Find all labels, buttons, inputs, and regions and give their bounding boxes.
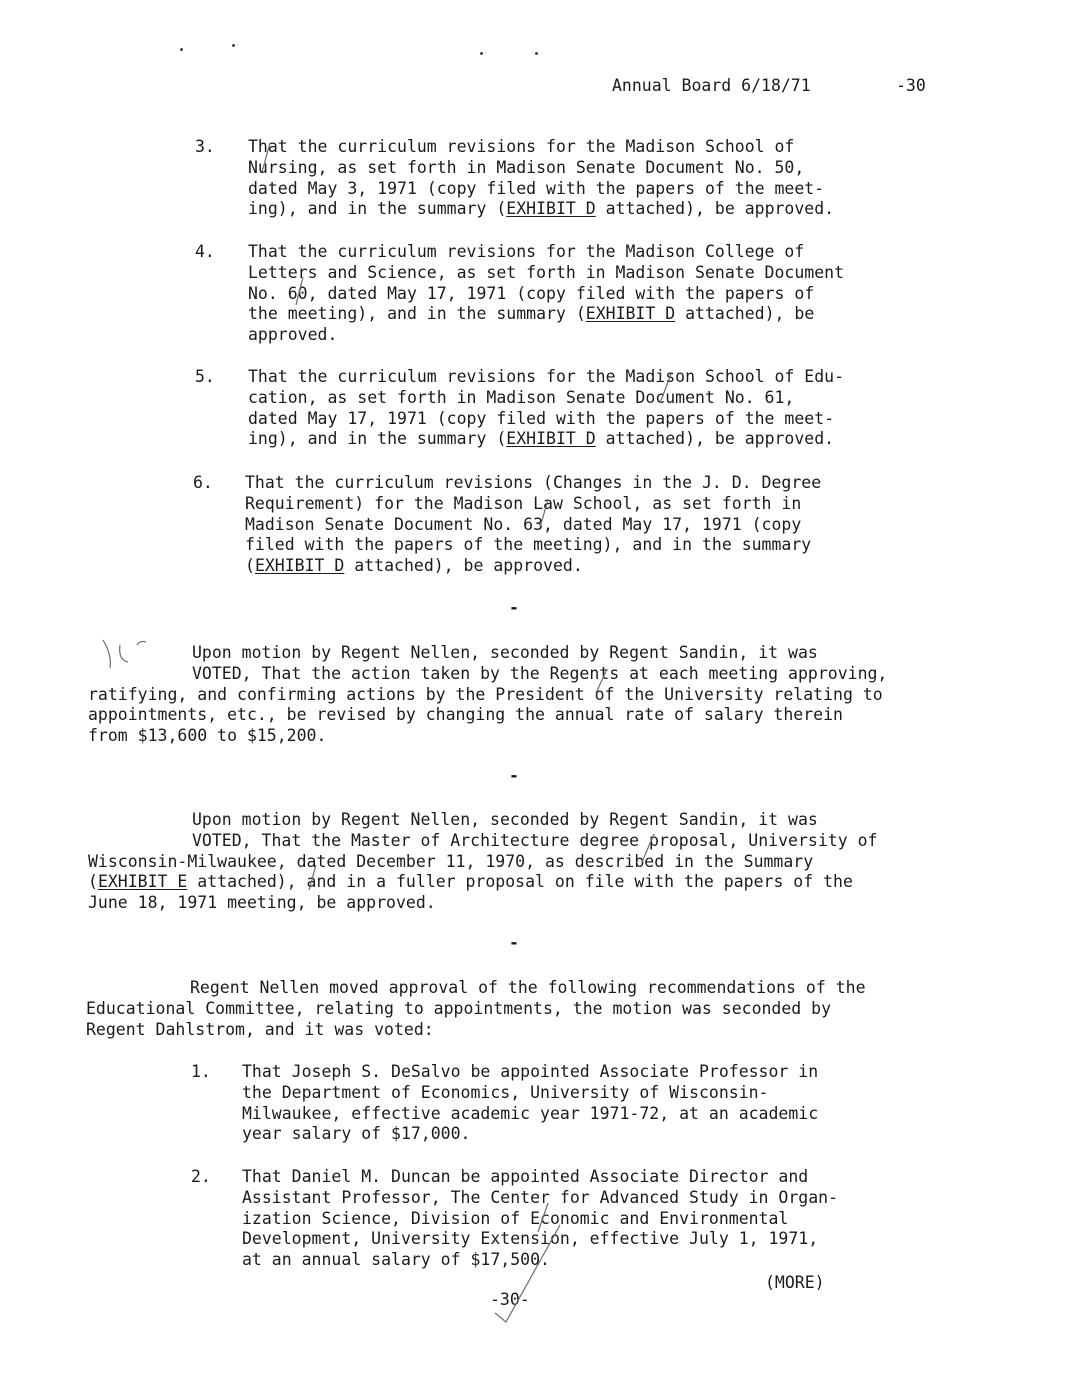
item-number: 1.: [191, 1062, 211, 1081]
item-line: filed with the papers of the meeting), and in the summary: [245, 535, 812, 555]
item-line: the meeting), and in the summary (EXHIBIT D attached), be: [248, 304, 815, 324]
paragraph-line: from $13,600 to $15,200.: [88, 726, 327, 746]
paragraph-line: Upon motion by Regent Nellen, seconded by Regent Sandin, it was: [192, 810, 818, 829]
item-line: the Department of Economics, University of Wisconsin-: [242, 1082, 769, 1102]
item-line: That the curriculum revisions (Changes in the J. D. Degree: [245, 473, 822, 492]
scan-speck: [480, 52, 483, 55]
item-number: 2.: [191, 1167, 211, 1186]
item-line: year salary of $17,000.: [242, 1124, 471, 1144]
scan-speck: [535, 52, 538, 55]
paragraph-line: VOTED, That the action taken by the Regents at each meeting approving,: [192, 663, 888, 683]
scan-speck: [232, 44, 235, 47]
item-line: Letters and Science, as set forth in Madison Senate Document: [248, 262, 845, 282]
section-separator: -: [509, 766, 519, 785]
continued-marker: (MORE): [765, 1273, 825, 1292]
paragraph-line: (EXHIBIT E attached), and in a fuller proposal on file with the papers of the: [88, 872, 853, 892]
item-number: 3.: [195, 137, 215, 156]
item-line: That the curriculum revisions for the Madison College of: [248, 242, 805, 261]
section-separator: -: [509, 933, 519, 952]
item-line: ization Science, Division of Economic and Environmental: [242, 1208, 789, 1228]
footer-page-number: -30-: [490, 1290, 530, 1309]
item-line: dated May 17, 1971 (copy filed with the papers of the meet-: [248, 408, 835, 428]
paragraph-line: VOTED, That the Master of Architecture degree proposal, University of: [192, 830, 878, 850]
paragraph-line: June 18, 1971 meeting, be approved.: [88, 893, 436, 913]
item-line: Milwaukee, effective academic year 1971-72, at an academic: [242, 1103, 819, 1123]
paragraph-line: Wisconsin-Milwaukee, dated December 11, 1970, as described in the Summary: [88, 851, 814, 871]
paragraph-line: Regent Nellen moved approval of the following recommendations of the: [190, 978, 866, 997]
header-title: Annual Board 6/18/71: [612, 76, 811, 95]
item-line: ing), and in the summary (EXHIBIT D attached), be approved.: [248, 199, 835, 219]
exhibit-reference: EXHIBIT E: [97, 872, 188, 892]
section-separator: -: [509, 598, 519, 617]
item-line: Nursing, as set forth in Madison Senate Document No. 50,: [248, 157, 805, 177]
item-line: Assistant Professor, The Center for Advanced Study in Organ-: [242, 1187, 839, 1207]
paragraph-line: Upon motion by Regent Nellen, seconded by Regent Sandin, it was: [192, 643, 818, 662]
item-number: 5.: [195, 367, 215, 386]
header-page-number: -30: [896, 76, 926, 95]
item-line: That the curriculum revisions for the Madison School of Edu-: [248, 367, 845, 386]
item-number: 4.: [195, 242, 215, 261]
scan-speck: [180, 48, 183, 51]
item-number: 6.: [193, 473, 213, 492]
paragraph-line: ratifying, and confirming actions by the President of the University relating to: [88, 684, 883, 704]
item-line: dated May 3, 1971 (copy filed with the papers of the meet-: [248, 178, 825, 198]
item-line: That Joseph S. DeSalvo be appointed Associate Professor in: [242, 1062, 819, 1081]
paragraph-line: appointments, etc., be revised by changing the annual rate of salary therein: [88, 705, 843, 725]
paragraph-line: Educational Committee, relating to appointments, the motion was seconded by: [86, 998, 832, 1018]
item-line: No. 60, dated May 17, 1971 (copy filed with the papers of: [248, 283, 815, 303]
item-line: (EXHIBIT D attached), be approved.: [245, 556, 583, 576]
item-line: That the curriculum revisions for the Madison School of: [248, 137, 795, 156]
item-line: approved.: [248, 325, 338, 345]
exhibit-reference: EXHIBIT D: [254, 556, 345, 576]
item-line: at an annual salary of $17,500.: [242, 1250, 550, 1270]
paragraph-line: Regent Dahlstrom, and it was voted:: [86, 1019, 434, 1039]
item-line: cation, as set forth in Madison Senate Document No. 61,: [248, 387, 795, 407]
item-line: Requirement) for the Madison Law School, as set forth in: [245, 493, 802, 513]
item-line: That Daniel M. Duncan be appointed Associate Director and: [242, 1167, 809, 1186]
item-line: ing), and in the summary (EXHIBIT D attached), be approved.: [248, 429, 835, 449]
item-line: Development, University Extension, effective July 1, 1971,: [242, 1229, 819, 1249]
item-line: Madison Senate Document No. 63, dated May 17, 1971 (copy: [245, 514, 802, 534]
exhibit-reference: EXHIBIT D: [506, 199, 596, 219]
exhibit-reference: EXHIBIT D: [506, 429, 596, 449]
exhibit-reference: EXHIBIT D: [585, 304, 676, 324]
